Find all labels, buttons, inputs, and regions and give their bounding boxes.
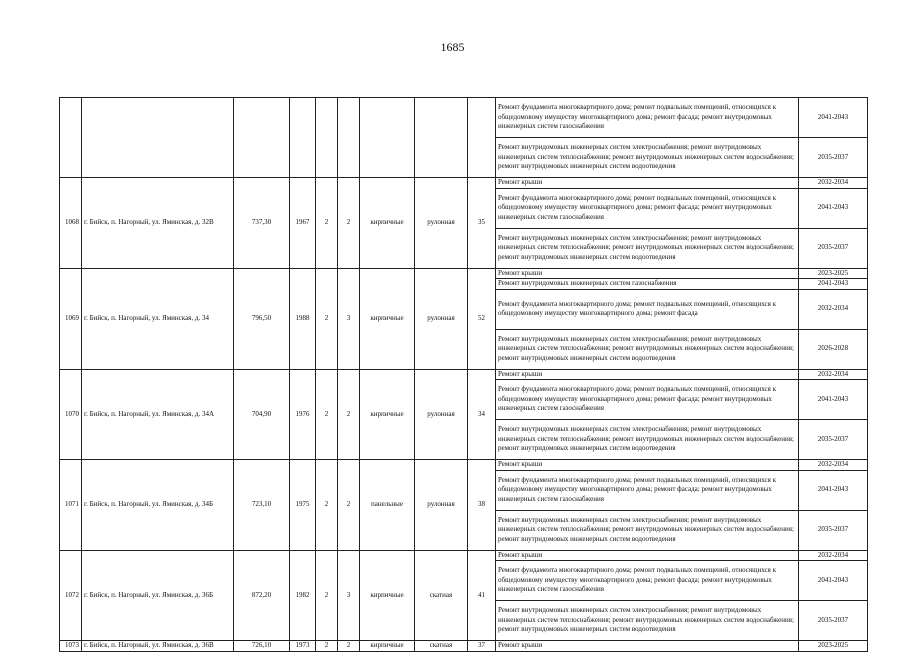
record-year: 1975: [290, 460, 316, 551]
record-year: 1982: [290, 550, 316, 641]
work-period: 2023-2025: [799, 268, 868, 279]
record-flats: 38: [468, 460, 496, 551]
work-name: Ремонт крыши: [496, 268, 799, 279]
work-period: 2035-2037: [799, 601, 868, 641]
work-name: Ремонт фундамента многоквартирного дома; ремонт подвальных помещений, относящихся к общедомовому имуществу многоквартирного дома; ремонт фасада; ремонт внутридомовых инженерных систем газоснабжения: [496, 98, 799, 138]
record-index: 1073: [60, 641, 82, 652]
record-walls: кирпичные: [360, 550, 415, 641]
empty-cell: [290, 98, 316, 178]
record-entrances: 3: [338, 268, 360, 369]
empty-cell: [360, 98, 415, 178]
record-year: 1973: [290, 641, 316, 652]
record-entrances: 2: [338, 178, 360, 269]
empty-cell: [234, 98, 290, 178]
record-address: г. Бийск, п. Нагорный, ул. Яминская, д. 36Б: [82, 550, 234, 641]
table-row: [60, 178, 868, 189]
work-name: Ремонт фундамента многоквартирного дома; ремонт подвальных помещений, относящихся к общедомовому имуществу многоквартирного дома; ремонт фасада; ремонт внутридомовых инженерных систем газоснабжения: [496, 188, 799, 228]
record-index: 1072: [60, 550, 82, 641]
work-name: Ремонт фундамента многоквартирного дома; ремонт подвальных помещений, относящихся к общедомовому имуществу многоквартирного дома; ремонт фасада; ремонт внутридомовых инженерных систем газоснабжения: [496, 380, 799, 420]
table-row: [60, 268, 868, 279]
record-floors: 2: [316, 268, 338, 369]
work-period: 2035-2037: [799, 510, 868, 550]
record-index: 1071: [60, 460, 82, 551]
work-name: Ремонт внутридомовых инженерных систем электроснабжения; ремонт внутридомовых инженерных систем теплоснабжения; ремонт внутридомовых инженерных систем водоснабжения; ремонт внутридомовых инженерных систем водоотведения: [496, 329, 799, 369]
record-address: г. Бийск, п. Нагорный, ул. Яминская, д. 34: [82, 268, 234, 369]
work-name: Ремонт внутридомовых инженерных систем электроснабжения; ремонт внутридомовых инженерных систем теплоснабжения; ремонт внутридомовых инженерных систем водоснабжения; ремонт внутридомовых инженерных систем водоотведения: [496, 138, 799, 178]
work-period: 2041-2043: [799, 470, 868, 510]
record-roof: скатная: [415, 641, 468, 652]
table-row: [60, 641, 868, 652]
work-name: Ремонт крыши: [496, 178, 799, 189]
record-walls: панельные: [360, 460, 415, 551]
record-address: г. Бийск, п. Нагорный, ул. Яминская, д. 34А: [82, 369, 234, 460]
record-address: г. Бийск, п. Нагорный, ул. Яминская, д. 32В: [82, 178, 234, 269]
empty-cell: [468, 98, 496, 178]
work-period: 2041-2043: [799, 188, 868, 228]
record-year: 1988: [290, 268, 316, 369]
work-name: Ремонт крыши: [496, 460, 799, 471]
record-floors: 2: [316, 460, 338, 551]
record-index: 1069: [60, 268, 82, 369]
record-entrances: 2: [338, 460, 360, 551]
empty-cell: [82, 98, 234, 178]
record-flats: 35: [468, 178, 496, 269]
record-year: 1976: [290, 369, 316, 460]
record-walls: кирпичные: [360, 641, 415, 652]
work-period: 2032-2034: [799, 369, 868, 380]
record-flats: 41: [468, 550, 496, 641]
work-name: Ремонт крыши: [496, 369, 799, 380]
record-address: г. Бийск, п. Нагорный, ул. Яминская, д. 34Б: [82, 460, 234, 551]
work-period: 2041-2043: [799, 98, 868, 138]
work-period: 2026-2028: [799, 329, 868, 369]
record-entrances: 3: [338, 550, 360, 641]
work-name: Ремонт крыши: [496, 550, 799, 561]
empty-cell: [316, 98, 338, 178]
record-walls: кирпичные: [360, 268, 415, 369]
work-name: Ремонт внутридомовых инженерных систем электроснабжения; ремонт внутридомовых инженерных систем теплоснабжения; ремонт внутридомовых инженерных систем водоснабжения; ремонт внутридомовых инженерных систем водоотведения: [496, 601, 799, 641]
record-floors: 2: [316, 641, 338, 652]
work-period: 2035-2037: [799, 138, 868, 178]
record-area: 872,20: [234, 550, 290, 641]
record-floors: 2: [316, 369, 338, 460]
record-entrances: 2: [338, 641, 360, 652]
record-flats: 52: [468, 268, 496, 369]
work-name: Ремонт крыши: [496, 641, 799, 652]
empty-cell: [415, 98, 468, 178]
work-period: 2041-2043: [799, 561, 868, 601]
work-name: Ремонт внутридомовых инженерных систем электроснабжения; ремонт внутридомовых инженерных систем теплоснабжения; ремонт внутридомовых инженерных систем водоснабжения; ремонт внутридомовых инженерных систем водоотведения: [496, 420, 799, 460]
work-name: Ремонт фундамента многоквартирного дома; ремонт подвальных помещений, относящихся к общедомовому имуществу многоквартирного дома; ремонт фасада; ремонт внутридомовых инженерных систем газоснабжения: [496, 561, 799, 601]
work-period: 2041-2043: [799, 380, 868, 420]
table-row: [60, 369, 868, 380]
record-roof: рулонная: [415, 460, 468, 551]
record-index: 1070: [60, 369, 82, 460]
record-area: 796,50: [234, 268, 290, 369]
work-period: 2032-2034: [799, 289, 868, 329]
record-index: 1068: [60, 178, 82, 269]
table-row: [60, 460, 868, 471]
record-roof: скатная: [415, 550, 468, 641]
empty-cell: [338, 98, 360, 178]
record-roof: рулонная: [415, 369, 468, 460]
register-table: [59, 97, 868, 652]
page-number: 1685: [440, 40, 465, 54]
record-area: 726,10: [234, 641, 290, 652]
work-period: 2035-2037: [799, 228, 868, 268]
record-floors: 2: [316, 178, 338, 269]
record-address: г. Бийск, п. Нагорный, ул. Яминская, д. 36В: [82, 641, 234, 652]
record-area: 704,90: [234, 369, 290, 460]
record-floors: 2: [316, 550, 338, 641]
record-area: 737,30: [234, 178, 290, 269]
work-period: 2032-2034: [799, 550, 868, 561]
record-roof: рулонная: [415, 178, 468, 269]
work-period: 2041-2043: [799, 279, 868, 290]
empty-cell: [60, 98, 82, 178]
work-name: Ремонт фундамента многоквартирного дома; ремонт подвальных помещений, относящихся к общедомовому имуществу многоквартирного дома; ремонт фасада; ремонт внутридомовых инженерных систем газоснабжения: [496, 470, 799, 510]
record-walls: кирпичные: [360, 369, 415, 460]
record-walls: кирпичные: [360, 178, 415, 269]
work-period: 2023-2025: [799, 641, 868, 652]
work-name: Ремонт внутридомовых инженерных систем газоснабжения: [496, 279, 799, 290]
table-row: [60, 550, 868, 561]
work-name: Ремонт внутридомовых инженерных систем электроснабжения; ремонт внутридомовых инженерных систем теплоснабжения; ремонт внутридомовых инженерных систем водоснабжения; ремонт внутридомовых инженерных систем водоотведения: [496, 228, 799, 268]
record-area: 723,10: [234, 460, 290, 551]
work-period: 2032-2034: [799, 178, 868, 189]
record-year: 1967: [290, 178, 316, 269]
record-flats: 37: [468, 641, 496, 652]
record-roof: рулонная: [415, 268, 468, 369]
work-name: Ремонт внутридомовых инженерных систем электроснабжения; ремонт внутридомовых инженерных систем теплоснабжения; ремонт внутридомовых инженерных систем водоснабжения; ремонт внутридомовых инженерных систем водоотведения: [496, 510, 799, 550]
record-entrances: 2: [338, 369, 360, 460]
table-row: [60, 98, 868, 138]
work-period: 2035-2037: [799, 420, 868, 460]
record-flats: 34: [468, 369, 496, 460]
work-name: Ремонт фундамента многоквартирного дома; ремонт подвальных помещений, относящихся к общедомовому имуществу многоквартирного дома; ремонт фасада: [496, 289, 799, 329]
work-period: 2032-2034: [799, 460, 868, 471]
